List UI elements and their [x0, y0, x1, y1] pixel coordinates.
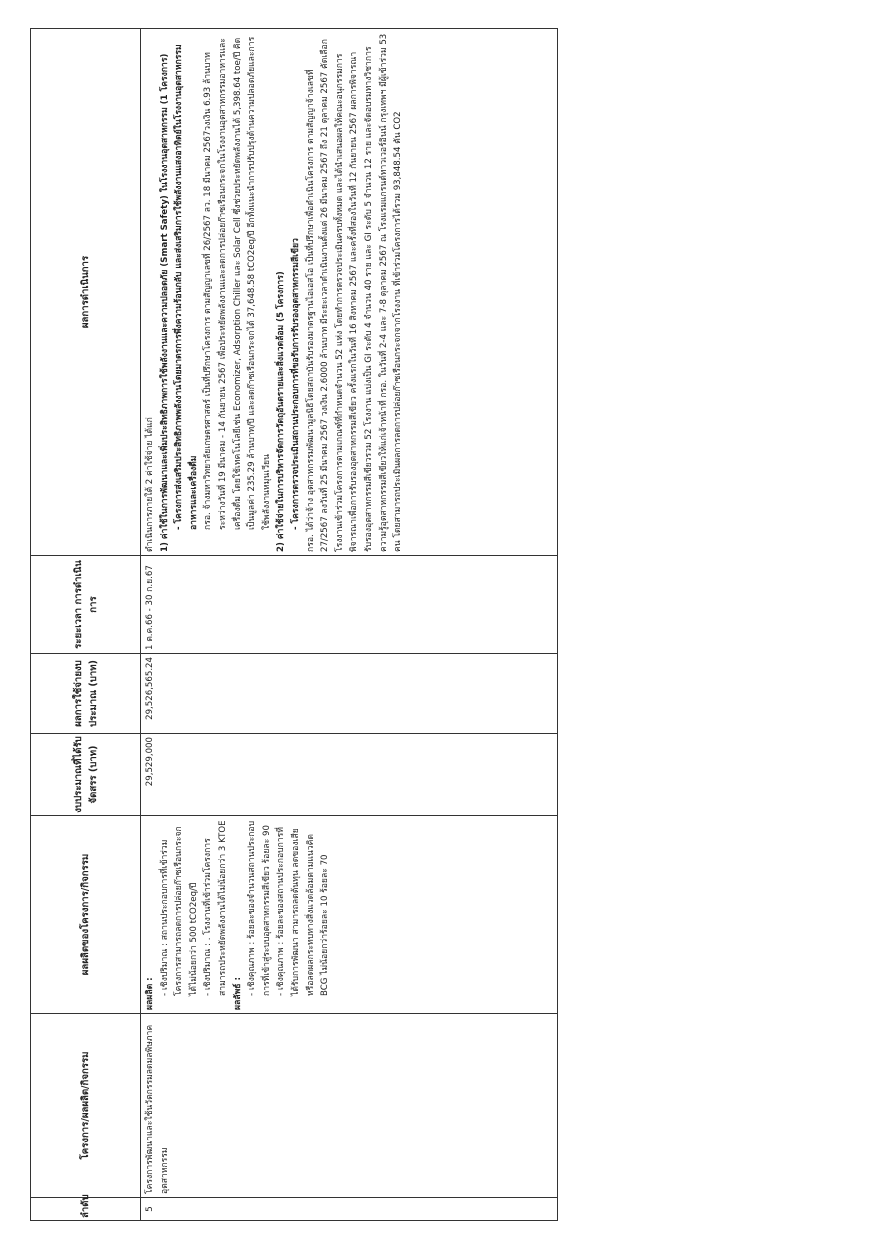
report-table	[30, 28, 558, 1221]
result-subheading-2: - โครงการตรวจประเมินสถานประกอบการที่ขอรับการรับรองอุตสาหกรรมสีเขียว	[290, 238, 301, 530]
result-heading-1: 1) ค่าใช้ในการพัฒนาและเพิ่มประสิทธิภาพการใช้พลังงานและความปลอดภัย (Smart Safety) ในโรงงานอุตสาหกรรม (1 โครงการ)	[159, 53, 170, 552]
period-value: 1 ต.ค.66 - 30 ก.ย.67	[141, 556, 558, 654]
header-period: ระยะเวลา การดำเนินการ	[31, 556, 141, 654]
outcomes-item: - เชิงคุณภาพ : ร้อยละของสถานประกอบการที่ได้รับการพัฒนา สามารถลดต้นทุน ลดของเสีย หรือลดผลกระทบทางสิ่งแวดล้อมตามแนวคิด BCG ไม่น้อยกว่าร้อยละ 10 ร้อยละ 70	[276, 827, 331, 996]
project-name: โครงการพัฒนาและใช้นวัตกรรมลดมลพิษภาคอุตสาหกรรม	[141, 1014, 558, 1198]
outputs-item: - เชิงปริมาณ : . โรงงานที่เข้าร่วมโครงการสามารถประหยัดพลังงานได้ไม่น้อยกว่า 3 KTOE	[203, 820, 228, 996]
outputs-cell	[141, 816, 558, 1014]
result-cell	[141, 29, 558, 556]
result-heading-2: 2) ค่าใช้จ่ายในการบริหารจัดการวัตถุอันตรายและสิ่งแวดล้อม (5 โครงการ)	[276, 271, 287, 552]
outputs-item: - เชิงปริมาณ : สถานประกอบการที่เข้าร่วมโครงการสามารถลดการปล่อยก๊าซเรือนกระจกได้ไม่น้อยกว่า 500 tCO2eq/ปี	[159, 826, 199, 996]
header-result: ผลการดำเนินการ	[31, 29, 141, 556]
header-spent: ผลการใช้จ่ายงบประมาณ (บาท)	[31, 654, 141, 734]
header-project: โครงการ/ผลผลิต/กิจกรรม	[31, 1014, 141, 1198]
result-paragraph-1: กรอ. จ้างมหาวิทยาลัยเกษตรศาสตร์ เป็นที่ปรึกษาโครงการ ตามสัญญาเลขที่ 26/2567 ลว. 18 มีนาคม 2567วงเงิน 6.93 ล้านบาท ระหว่างวันที่ 19 มีนาคม - 14 กันยายน 2567 เพื่อประหยัดพลังงานและลดการปล่อยก๊าซเรือนกระจกในโรงงานอุตสาหกรรมอาหารและเครื่องดื่ม โดยใช้เทคโนโลยีเช่น Economizer, Adsorption Chiller และ Solar Cell ซึ่งช่วยประหยัดพลังงานได้ 5,398.64 toe/ปี คิดเป็นมูลค่า 235.29 ล้านบาท/ปี และลดก๊าซเรือนกระจกได้ 37,648.58 tCO2eq/ปี อีกทั้งแนะนำการปรับปรุงด้านความปลอดภัยและการใช้พลังงานหมุนเวียน	[203, 36, 272, 530]
spent-value: 29,526,565.24	[141, 654, 558, 734]
outcomes-heading: ผลลัพธ์ :	[232, 977, 243, 1010]
outputs-heading: ผลผลิต :	[145, 977, 155, 1010]
table-header-row	[31, 29, 141, 1221]
outcomes-item: - เชิงคุณภาพ : ร้อยละของจำนวนสถานประกอบการที่เข้าสู่ระบบอุตสาหกรรมสีเขียว ร้อยละ 90	[247, 820, 272, 996]
header-outputs: ผลผลิตของโครงการ/กิจกรรม	[31, 816, 141, 1014]
header-no: ลำดับ	[31, 1198, 141, 1221]
result-intro: ดำเนินการภายใต้ 2 ค่าใช้จ่าย ได้แก่	[145, 417, 155, 552]
header-budget: งบประมาณที่ได้รับจัดสรร (บาท)	[31, 734, 141, 816]
result-subheading-1: - โครงการส่งเสริมประสิทธิภาพพลังงานโดยมาตรการพึ่งความร้อนกลับ และส่งเสริมการใช้พลังงานแสงอาทิตย์ในโรงงานอุตสาหกรรมอาหารและเครื่องดื่ม	[174, 44, 199, 530]
result-paragraph-2: กรอ. ได้ว่าจ้าง อุตสาหกรรมพัฒนามูลนิธิโดยสถาบันรับรองมาตรฐานไอเอสโอ เป็นที่ปรึกษาเพื่อดำเนินโครงการ ตามสัญญาจ้างเลขที่ 27/2567 ลงวันที่ 25 มีนาคม 2567 วงเงิน 2.6000 ล้านบาท มีระยะเวลาดำเนินงานตั้งแต่ 26 มีนาคม 2567 ถึง 21 ตุลาคม 2567 คัดเลือกโรงงานเข้าร่วมโครงการตามเกณฑ์ที่กำหนดจำนวน 52 แห่ง โดยทำการตรวจประเมินครบทั้งหมด และได้นำเสนอผลให้คณะอนุกรรมการพิจารณาเพื่อการรับรองอุตสาหกรรมสีเขียว ครั้งแรกในวันที่ 16 สิงหาคม 2567 และครั้งที่สองในวันที่ 12 กันยายน 2567 ผลการพิจารณารับรองอุตสาหกรรมสีเขียวรวม 52 โรงงาน แบ่งเป็น GI ระดับ 4 จำนวน 40 ราย และ GI ระดับ 5 จำนวน 12 ราย และจัดอบรมทางวิชาการความรู้อุตสาหกรรมสีเขียวให้แก่เจ้าหน้าที่ กรอ. ในวันที่ 2-4 และ 7-8 ตุลาคม 2567 ณ โรงแรมแกรนด์ทาวเวอร์อินน์ กรุงเทพฯ มีผู้เข้าร่วม 53 คน โดยสามารถประเมินผลการลดการปล่อยก๊าซเรือนกระจกจากโรงงาน ที่เข้าร่วมโครงการได้รวม 93,848.54 ตัน CO2	[305, 33, 404, 552]
row-number: 5	[141, 1198, 558, 1221]
table-row	[141, 29, 558, 1221]
budget-value: 29,529,000	[141, 734, 558, 816]
